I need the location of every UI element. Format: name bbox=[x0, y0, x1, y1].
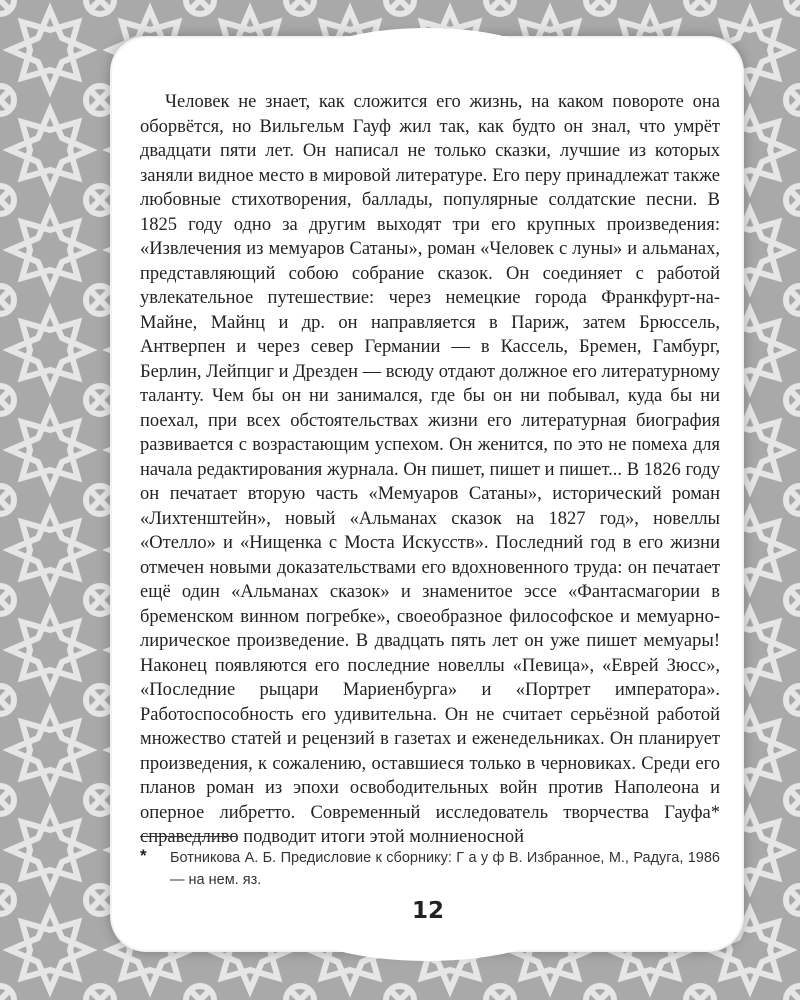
footnote-text: Ботникова А. Б. Предисловие к сборнику: Г а у ф В. Избранное, М., Радуга, 1986 — на нем. яз. bbox=[170, 850, 720, 888]
footnote-mark: * bbox=[140, 846, 147, 865]
body-text: Человек не знает, как сложится его жизнь, на каком повороте она оборвётся, но Вильгельм Гауф жил так, как будто он знал, что умрёт двадцати пяти лет. Он написал не только сказки, лучшие из которых заняли видное место в мировой литературе. Его перу принадлежат также любовные стихотворения, баллады, популярные солдатские песни. В 1825 году одно за другим выходят три его крупных произведения: «Извлечения из мемуаров Сатаны», роман «Человек с луны» и альманах, представляющий собою собрание сказок. Он соединяет с работой увлекательное путешествие: через немецкие города Франкфурт-на-Майне, Майнц и др. он направляется в Париж, затем Брюссель, Антверпен и через север Германии — в Кассель, Бремен, Гамбург, Берлин, Лейпциг и Дрезден — всюду отдают должное его литературному таланту. Чем бы он ни занимался, где бы он ни побывал, куда бы ни поехал, при всех обстоятельствах жизни его литературная биография развивается с возрастающим успехом. Он женится, по это не помеха для начала редактирования журнала. Он пишет, пишет и пишет... В 1826 году он печатает вторую часть «Мемуаров Сатаны», исторический роман «Лихтенштейн», новый «Альманах сказок на 1827 год», новеллы «Отелло» и «Нищенка с Моста Искусств». Последний год в его жизни отмечен новыми доказательствами его вдохновенного труда: он печатает ещё один «Альманах сказок» и знаменитое эссе «Фантасмагории в бременском винном погребке», своеобразное философское и мемуарно-лирическое произведение. В двадцать пять лет он уже пишет мемуары! Наконец появляются его последние новеллы «Певица», «Еврей Зюсс», «Последние рыцари Мариенбурга» и «Портрет императора». Работоспособность его удивительна. Он не считает серьёзной работой множество статей и рецензий в газетах и еженедельниках. Он планирует произведения, к сожалению, оставшиеся только в черновиках. Среди его планов роман из эпохи освободительных войн против Наполеона и оперное либретто. Современный исследователь творчества Гауфа* справедливо подводит итоги этой молниеносной bbox=[140, 92, 720, 847]
page-number: 12 bbox=[411, 898, 444, 924]
footnote-divider bbox=[140, 836, 236, 837]
